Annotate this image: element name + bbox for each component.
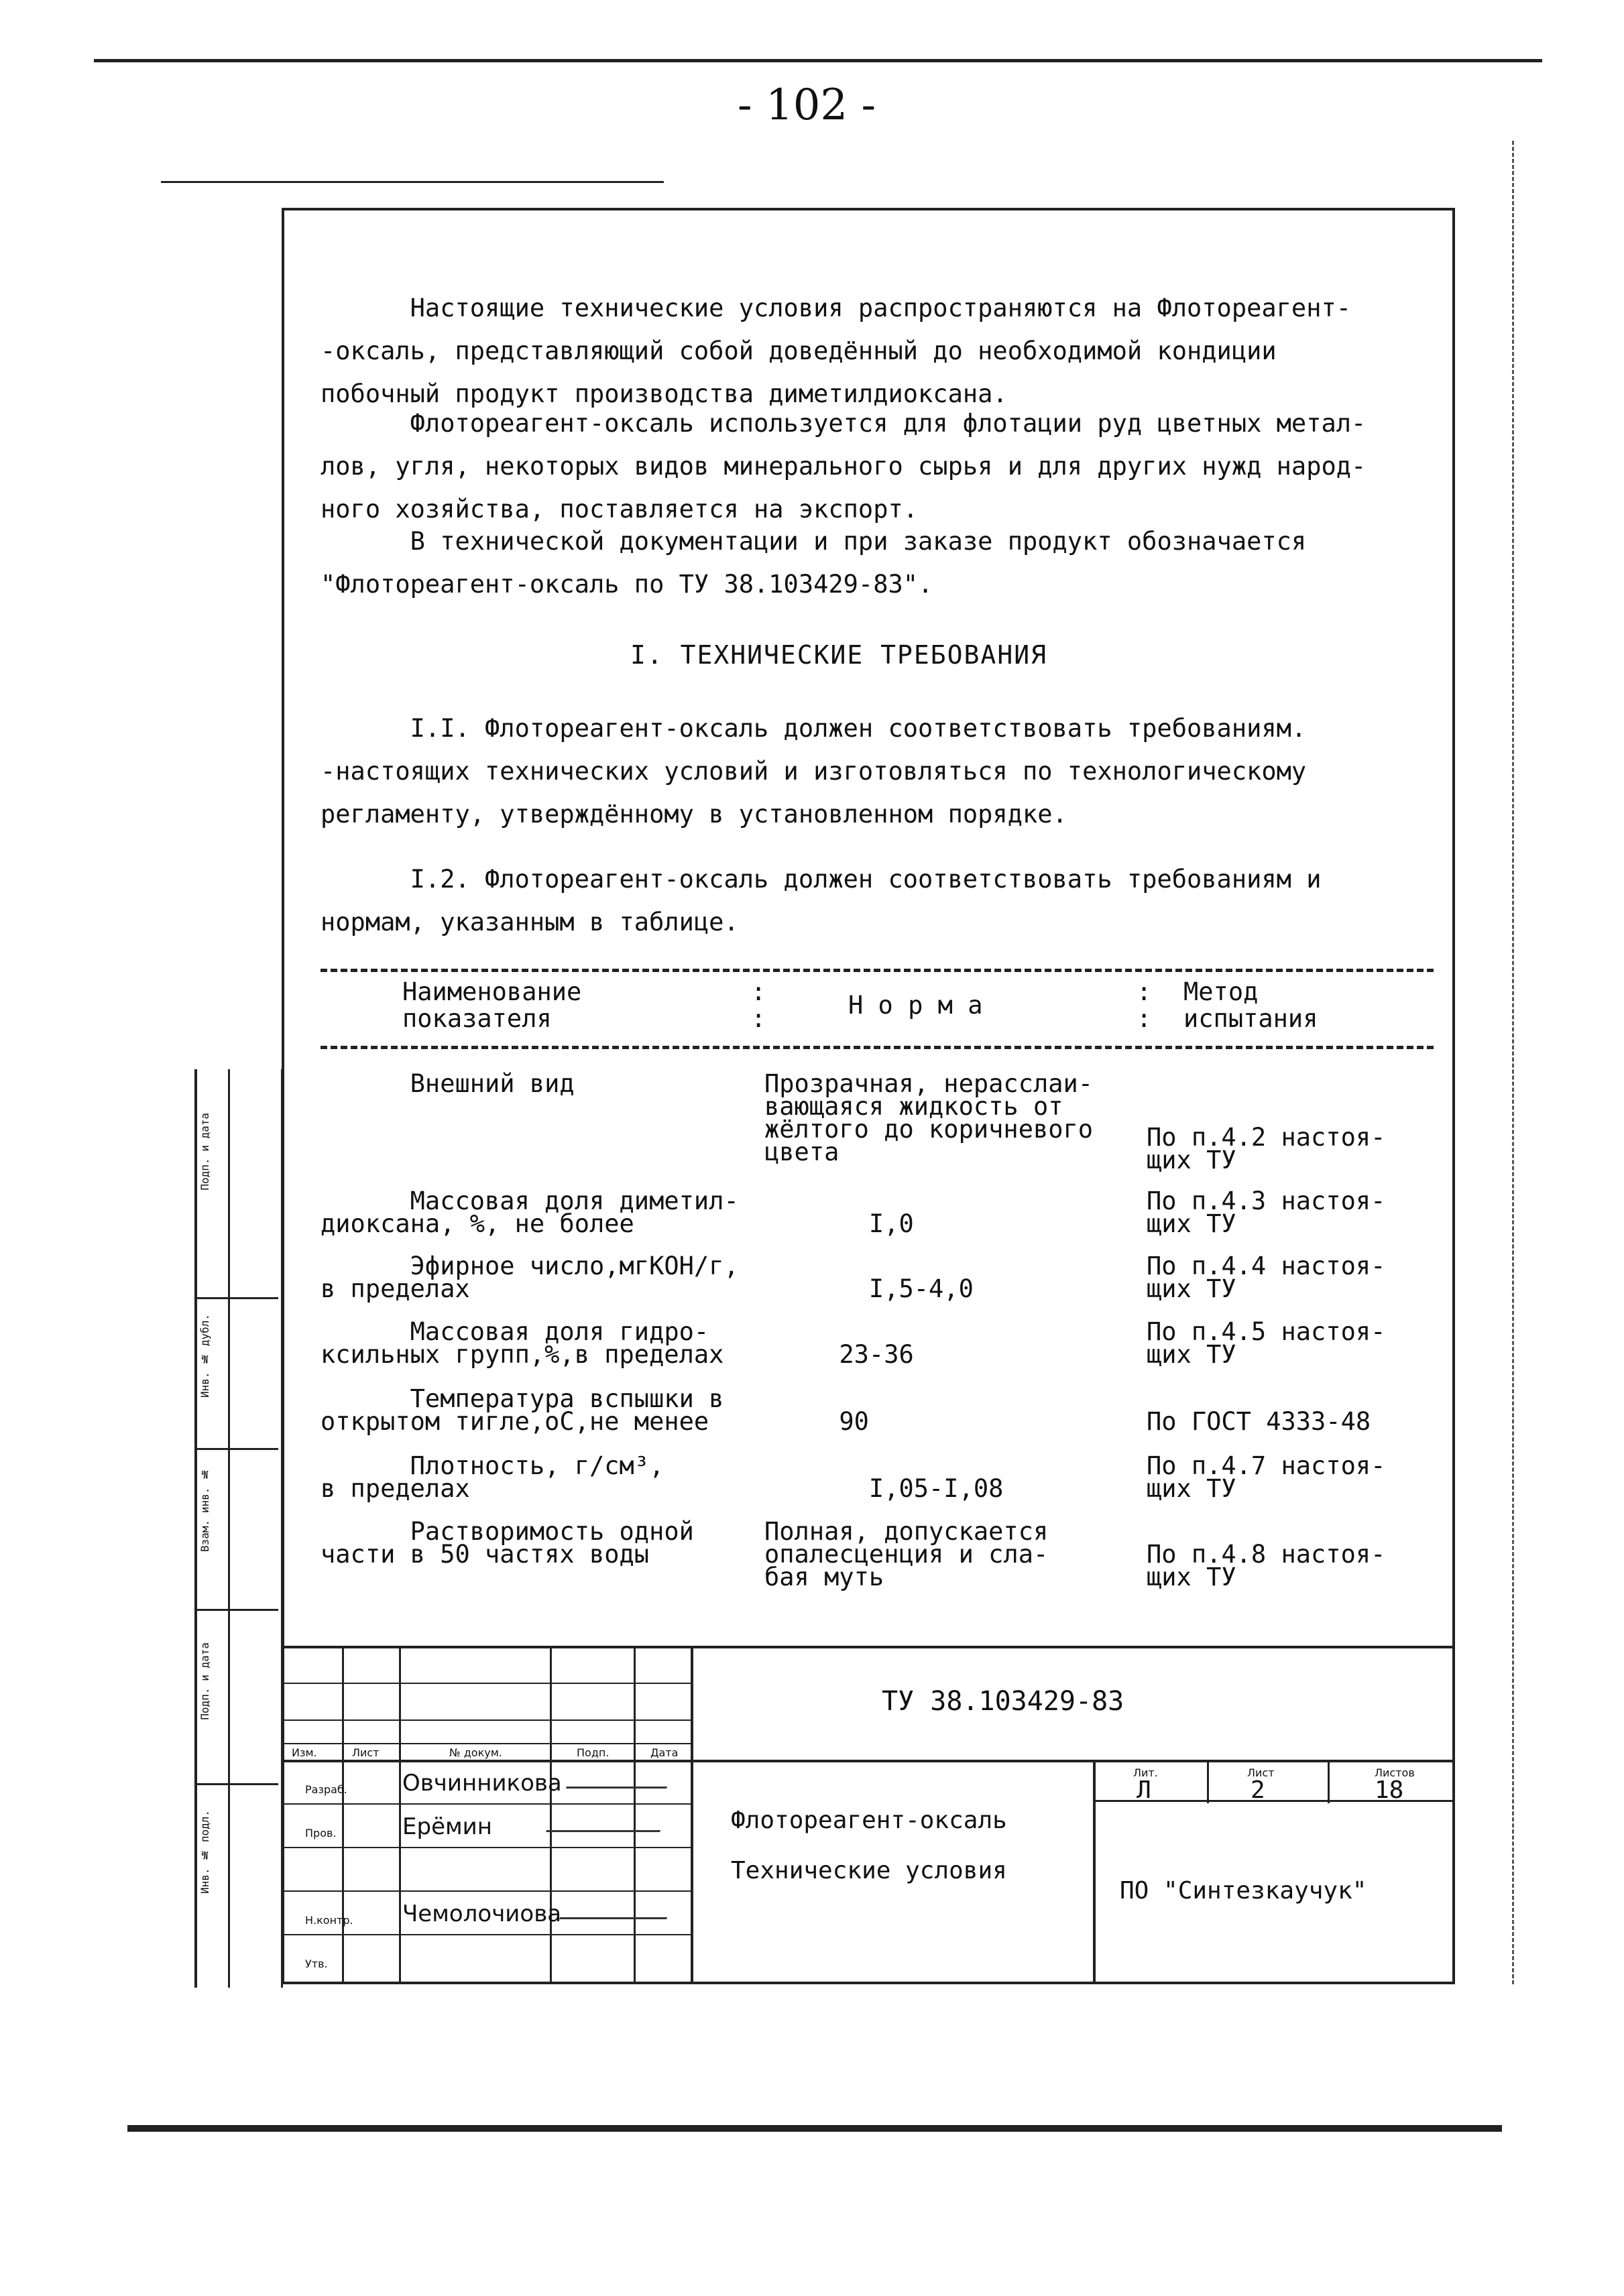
stamp-col-sheet: Лист: [352, 1746, 380, 1759]
clause-1-1: I.I. Флотореагент-оксаль должен соответствовать требованиям. -настоящих технических условий и изготовляться по технологическому регламенту, утверждённому в установленном порядке.: [321, 714, 1307, 829]
stamp-code-divider: [691, 1646, 693, 1984]
signature-developer: [566, 1766, 675, 1789]
page-number: - 102 -: [738, 80, 876, 130]
table-top-rule: [321, 969, 1434, 972]
stamp-person-normcontrol: Чемолочиова: [402, 1900, 562, 1927]
row-ester-name: Эфирное число,мгКОН/г, в пределах: [321, 1252, 739, 1303]
row-hydroxyl-name: Массовая доля гидро- ксильных групп,%,в пределах: [321, 1317, 724, 1369]
side-strip-line: [194, 1297, 278, 1299]
side-strip-divider: [228, 1069, 230, 1988]
stamp-grid-h: [282, 1719, 691, 1721]
row-dioxane-method: По п.4.3 настоя- щих ТУ: [1147, 1187, 1386, 1238]
side-strip-line: [194, 1609, 278, 1611]
right-margin-dashes: [1512, 141, 1514, 1984]
stamp-doc-code: ТУ 38.103429-83: [882, 1686, 1124, 1717]
row-hydroxyl-norm: 23-36: [839, 1340, 914, 1369]
row-ester-method: По п.4.4 настоя- щих ТУ: [1147, 1252, 1386, 1303]
title-block: [282, 1646, 1455, 1984]
stamp-info-divider: [1207, 1760, 1209, 1803]
stamp-col-sign: Подп.: [577, 1746, 610, 1759]
section-title: I. ТЕХНИЧЕСКИЕ ТРЕБОВАНИЯ: [630, 640, 1047, 670]
row-density-norm: I,05-I,08: [868, 1474, 1004, 1503]
side-label-replace-inv: Взам. инв. №: [198, 1468, 211, 1552]
row-flashpoint-norm: 90: [839, 1407, 869, 1436]
stamp-role-normcontrol: Н.контр.: [305, 1914, 353, 1927]
row-ester-norm: I,5-4,0: [868, 1274, 974, 1303]
header-norm: Н о р м а: [848, 991, 983, 1020]
stamp-grid-h: [282, 1934, 691, 1935]
stamp-head-lit: Лит.: [1133, 1766, 1158, 1779]
top-rule: [94, 59, 1542, 62]
intro-paragraph-3: В технической документации и при заказе продукт обозначается "Флотореагент-оксаль по ТУ 38.103429-83".: [321, 527, 1307, 599]
side-strip-line: [194, 1448, 278, 1450]
stamp-lit-value: Л: [1137, 1776, 1151, 1804]
bottom-rule: [127, 2125, 1502, 2132]
side-label-orig-inv: Инв. № подл.: [198, 1810, 211, 1894]
row-solubility-method: По п.4.8 настоя- щих ТУ: [1147, 1540, 1386, 1591]
table-header-rule: [321, 1046, 1434, 1049]
stamp-col-docnum: № докум.: [449, 1746, 502, 1759]
stamp-col-date: Дата: [650, 1746, 679, 1759]
signature-normcontrol: [559, 1897, 675, 1919]
stamp-right-divider: [1093, 1760, 1096, 1984]
row-solubility-norm: Полная, допускается опалесценция и сла- бая муть: [764, 1517, 1049, 1591]
stamp-person-checker: Ерёмин: [402, 1813, 492, 1840]
row-appearance-norm: Прозрачная, нерасслаи- вающаяся жидкость от жёлтого до коричневого цвета: [764, 1069, 1094, 1166]
stamp-mid-rule: [282, 1760, 1455, 1762]
side-label-dup-inv: Инв. № дубл.: [198, 1314, 211, 1398]
stamp-sheets-value: 18: [1375, 1776, 1404, 1804]
stamp-person-developer: Овчинникова: [402, 1770, 562, 1797]
row-dioxane-norm: I,0: [868, 1209, 914, 1238]
stamp-title-line2: Технические условия: [731, 1857, 1007, 1884]
stamp-head-sheets: Листов: [1375, 1766, 1415, 1779]
row-density-method: По п.4.7 настоя- щих ТУ: [1147, 1451, 1386, 1503]
stamp-grid-h: [282, 1683, 691, 1684]
row-appearance-method: По п.4.2 настоя- щих ТУ: [1147, 1123, 1386, 1174]
side-label-sign-date: Подп. и дата: [198, 1113, 211, 1191]
stamp-info-divider: [1328, 1760, 1330, 1803]
header-short-rule: [161, 181, 664, 183]
intro-paragraph-2: Флотореагент-оксаль используется для флотации руд цветных метал- лов, угля, некоторых видов минерального сырья и для других нужд народ- ного хозяйства, поставляется на экспорт.: [321, 409, 1367, 524]
row-flashpoint-method: По ГОСТ 4333-48: [1147, 1407, 1371, 1436]
stamp-col-change: Изм.: [292, 1746, 317, 1759]
stamp-title-line1: Флотореагент-оксаль: [731, 1807, 1007, 1834]
signature-checker: [546, 1810, 668, 1832]
row-dioxane-name: Массовая доля диметил- диоксана, %, не более: [321, 1187, 739, 1238]
stamp-role-developer: Разраб.: [305, 1783, 347, 1796]
clause-1-2: I.2. Флотореагент-оксаль должен соответствовать требованиям и нормам, указанным в таблице.: [321, 865, 1322, 936]
stamp-role-checker: Пров.: [305, 1827, 337, 1839]
row-flashpoint-name: Температура вспышки в открытом тигле,оС,не менее: [321, 1384, 724, 1436]
stamp-grid-h: [282, 1890, 691, 1892]
stamp-grid-h: [282, 1803, 691, 1805]
header-sep-1: : :: [751, 977, 766, 1033]
header-test-method: Метод испытания: [1183, 977, 1318, 1033]
stamp-organization: ПО "Синтезкаучук": [1120, 1877, 1367, 1905]
row-density-name: Плотность, г/см³, в пределах: [321, 1451, 664, 1503]
stamp-top-rule: [282, 1646, 1455, 1648]
header-indicator-name: Наименование показателя: [402, 977, 582, 1033]
side-strip-line: [194, 1783, 278, 1785]
header-sep-2: : :: [1137, 977, 1152, 1033]
stamp-grid-h: [282, 1847, 691, 1848]
intro-paragraph-1: Настоящие технические условия распространяются на Флотореагент- -оксаль, представляющий собой доведённый до необходимой кондиции побочный продукт производства диметилдиоксана.: [321, 294, 1352, 408]
stamp-head-sheet: Лист: [1247, 1766, 1275, 1779]
row-appearance-name: Внешний вид: [321, 1069, 575, 1098]
side-label-sign-date-2: Подп. и дата: [198, 1642, 211, 1720]
stamp-role-approver: Утв.: [305, 1957, 328, 1970]
row-hydroxyl-method: По п.4.5 настоя- щих ТУ: [1147, 1317, 1386, 1369]
stamp-grid-h: [282, 1743, 691, 1744]
row-solubility-name: Растворимость одной части в 50 частях воды: [321, 1517, 694, 1569]
stamp-sheet-value: 2: [1251, 1776, 1265, 1804]
